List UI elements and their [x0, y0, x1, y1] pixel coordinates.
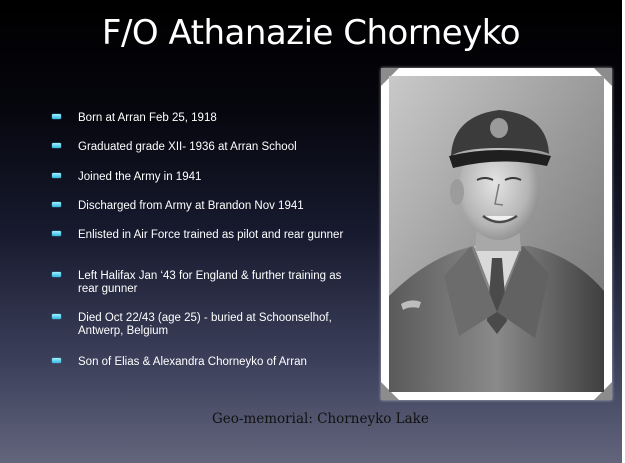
bullet-marker-icon: [52, 143, 61, 148]
bullet-marker-icon: [52, 358, 61, 363]
bullet-text: Died Oct 22/43 (age 25) - buried at Schoonselhof, Antwerp, Belgium: [78, 312, 332, 337]
bullet-marker-icon: [52, 314, 61, 319]
bullet-marker-icon: [52, 272, 61, 277]
bullet-marker-icon: [52, 202, 61, 207]
portrait-photo: [389, 76, 604, 392]
bullet-text: Son of Elias & Alexandra Chorneyko of Arran: [78, 356, 307, 368]
bullet-text: Discharged from Army at Brandon Nov 1941: [78, 200, 304, 212]
bullet-text: Enlisted in Air Force trained as pilot and rear gunner: [78, 229, 344, 241]
bullet-marker-icon: [52, 114, 61, 119]
bullet-text: Graduated grade XII- 1936 at Arran School: [78, 141, 297, 153]
bullet-text: Left Halifax Jan ‘43 for England & further training as rear gunner: [78, 270, 342, 295]
bullet-marker-icon: [52, 173, 61, 178]
bullet-text: Born at Arran Feb 25, 1918: [78, 112, 217, 124]
slide-title: F/O Athanazie Chorneyko: [101, 13, 521, 53]
bullet-marker-icon: [52, 231, 61, 236]
bullet-text: Joined the Army in 1941: [78, 171, 202, 183]
geo-memorial-caption: Geo-memorial: Chorneyko Lake: [212, 411, 429, 427]
portrait-photo-frame: [381, 68, 612, 400]
portrait-photo-image: [389, 76, 604, 392]
